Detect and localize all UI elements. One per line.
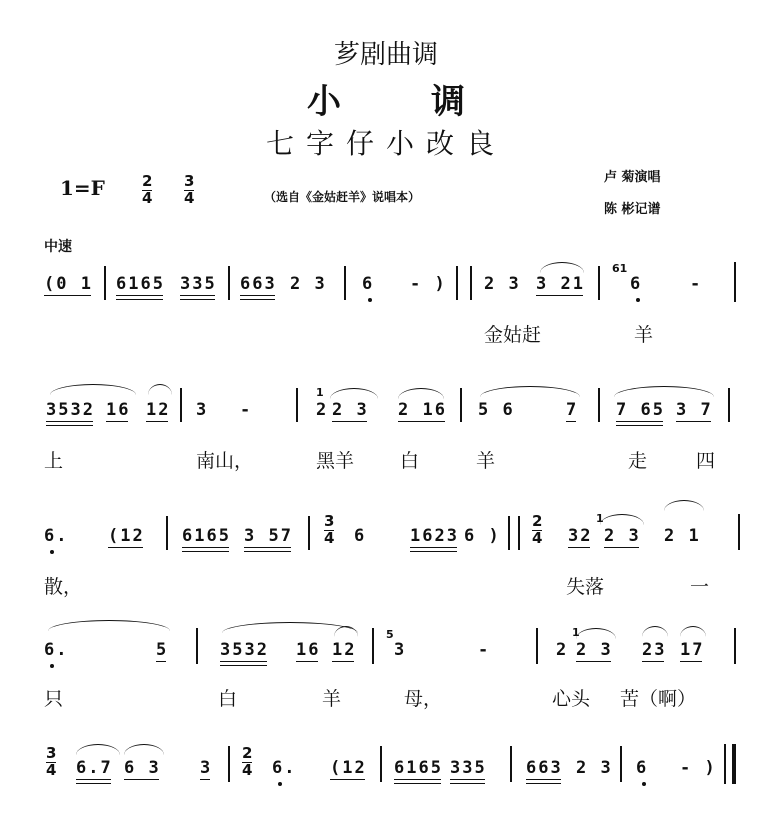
note-group: - ) xyxy=(680,758,717,778)
note-group: (12 xyxy=(108,526,145,546)
meter-change: $\frac{3}{4}$ xyxy=(324,512,335,547)
barline xyxy=(598,266,600,300)
note-group: 16 xyxy=(296,640,321,660)
slur xyxy=(50,384,136,395)
grace-notes: 1 xyxy=(596,512,604,525)
barline xyxy=(738,514,740,550)
note-group: 2 3 xyxy=(332,400,369,420)
lyric: 南山， xyxy=(196,450,254,472)
note-group: 2 16 xyxy=(398,400,447,420)
note-group: 12 xyxy=(332,640,357,660)
barline xyxy=(296,388,298,422)
note-group: 6 xyxy=(630,274,643,294)
note-group: 663 xyxy=(526,758,563,778)
note-group: 6165 xyxy=(394,758,443,778)
slur xyxy=(76,744,120,755)
barline xyxy=(228,266,230,300)
performer-credit: 卢 菊演唱 xyxy=(604,170,661,185)
slur xyxy=(600,514,644,525)
slur xyxy=(642,626,668,637)
lyric: 苦（啊） xyxy=(620,688,697,710)
barline xyxy=(734,262,736,302)
genre-heading: 芗剧曲调 xyxy=(333,40,438,70)
note-group: 6.7 xyxy=(76,758,113,778)
low-octave-dot xyxy=(50,664,54,668)
final-barline-thick xyxy=(732,744,736,784)
song-title: 小调 xyxy=(307,82,555,122)
note-group: 6. xyxy=(44,640,69,660)
note-group: 3 21 xyxy=(536,274,585,294)
barline xyxy=(510,746,512,782)
note-group: 6165 xyxy=(182,526,231,546)
barline xyxy=(598,388,600,422)
key-signature: 1=F xyxy=(60,176,105,200)
meter-change: $\frac{2}{4}$ xyxy=(242,744,253,779)
slur xyxy=(614,386,714,397)
note-group: 6 xyxy=(362,274,375,294)
barline xyxy=(166,516,168,550)
note-group: 6 3 xyxy=(124,758,161,778)
barline xyxy=(344,266,346,300)
note-group: 3 xyxy=(394,640,407,660)
slur xyxy=(398,388,444,399)
note-group: 1623 xyxy=(410,526,459,546)
song-subtitle: 七字仔小改良 xyxy=(265,127,506,160)
barline xyxy=(518,516,520,550)
note-group: 7 xyxy=(566,400,579,420)
note-group: (12 xyxy=(330,758,367,778)
lyric: 羊 xyxy=(322,688,342,710)
note-group: 5 xyxy=(156,640,169,660)
barline xyxy=(196,628,198,664)
lyric: 母， xyxy=(404,688,443,710)
slur xyxy=(680,626,706,637)
slur xyxy=(480,386,580,397)
note-group: 6 ) xyxy=(464,526,501,546)
barline xyxy=(372,628,374,664)
note-group: (0 1 xyxy=(44,274,93,294)
note-group: 3 57 xyxy=(244,526,293,546)
grace-notes: 1 xyxy=(316,386,324,399)
barline xyxy=(620,746,622,782)
note-group: - xyxy=(478,640,491,660)
lyric: 金姑赶 xyxy=(484,324,542,346)
note-group: 663 xyxy=(240,274,277,294)
lyric: 只 xyxy=(44,688,64,710)
meter-change: $\frac{2}{4}$ xyxy=(532,512,543,547)
low-octave-dot xyxy=(636,298,640,302)
grace-notes: 1 xyxy=(572,626,580,639)
slur xyxy=(576,628,616,639)
notator-credit: 陈 彬记谱 xyxy=(604,202,661,217)
note-group: 2 xyxy=(556,640,569,660)
note-group: 6 xyxy=(354,526,367,546)
meter-2-4: $\frac{2}{4}$ xyxy=(142,172,153,207)
note-group: 6165 xyxy=(116,274,165,294)
barline xyxy=(180,388,182,422)
note-group: 16 xyxy=(106,400,131,420)
low-octave-dot xyxy=(642,782,646,786)
low-octave-dot xyxy=(368,298,372,302)
note-group: 3 xyxy=(196,400,209,420)
slur xyxy=(48,620,170,631)
lyric: 白 xyxy=(400,450,420,472)
note-group: - ) xyxy=(410,274,447,294)
note-group: - xyxy=(240,400,253,420)
note-group: 5 6 xyxy=(478,400,515,420)
note-group: 3532 xyxy=(46,400,95,420)
low-octave-dot xyxy=(278,782,282,786)
slur xyxy=(124,744,164,755)
barline xyxy=(734,628,736,664)
note-group: 32 xyxy=(568,526,593,546)
note-group: 2 xyxy=(316,400,329,420)
note-group: 2 3 xyxy=(604,526,641,546)
slur xyxy=(334,626,358,637)
note-group: 335 xyxy=(450,758,487,778)
slur xyxy=(330,388,378,399)
lyric: 走 xyxy=(628,450,648,472)
lyric: 散， xyxy=(44,576,83,598)
barline xyxy=(228,746,230,782)
grace-notes: 61 xyxy=(612,262,628,275)
note-group: 23 xyxy=(642,640,667,660)
note-group: 12 xyxy=(146,400,171,420)
note-group: 7 65 xyxy=(616,400,665,420)
barline xyxy=(456,266,458,300)
lyric: 心头 xyxy=(552,688,591,710)
lyric: 失落 xyxy=(566,576,605,598)
slur xyxy=(664,500,704,511)
grace-notes: 5 xyxy=(386,628,394,641)
note-group: - xyxy=(690,274,703,294)
note-group: 2 3 xyxy=(576,640,613,660)
note-group: 2 3 xyxy=(484,274,521,294)
lyric: 羊 xyxy=(476,450,496,472)
note-group: 335 xyxy=(180,274,217,294)
lyric: 白 xyxy=(218,688,238,710)
note-group: 2 1 xyxy=(664,526,701,546)
note-group: 2 3 xyxy=(290,274,327,294)
meter-change: $\frac{3}{4}$ xyxy=(46,744,57,779)
note-group: 6. xyxy=(272,758,297,778)
lyric: 上 xyxy=(44,450,64,472)
meter-3-4: $\frac{3}{4}$ xyxy=(184,172,195,207)
note-group: 3 xyxy=(200,758,213,778)
barline xyxy=(728,388,730,422)
note-group: 6. xyxy=(44,526,69,546)
barline xyxy=(536,628,538,664)
note-group: 3532 xyxy=(220,640,269,660)
barline xyxy=(470,266,472,300)
note-group: 3 7 xyxy=(676,400,713,420)
tempo-marking: 中速 xyxy=(44,239,72,255)
barline xyxy=(508,516,510,550)
note-group: 6 xyxy=(636,758,649,778)
barline xyxy=(308,516,310,550)
note-group: 17 xyxy=(680,640,705,660)
barline xyxy=(460,388,462,422)
lyric: 四 xyxy=(696,450,716,472)
source-note: （选自《金姑赶羊》说唱本） xyxy=(264,190,421,204)
lyric: 羊 xyxy=(634,324,654,346)
note-group: 2 3 xyxy=(576,758,613,778)
barline xyxy=(380,746,382,782)
final-barline-thin xyxy=(724,744,726,784)
slur xyxy=(148,384,172,395)
lyric: 一 xyxy=(690,576,710,598)
lyric: 黑羊 xyxy=(316,450,355,472)
low-octave-dot xyxy=(50,550,54,554)
slur xyxy=(540,262,584,273)
barline xyxy=(104,266,106,300)
